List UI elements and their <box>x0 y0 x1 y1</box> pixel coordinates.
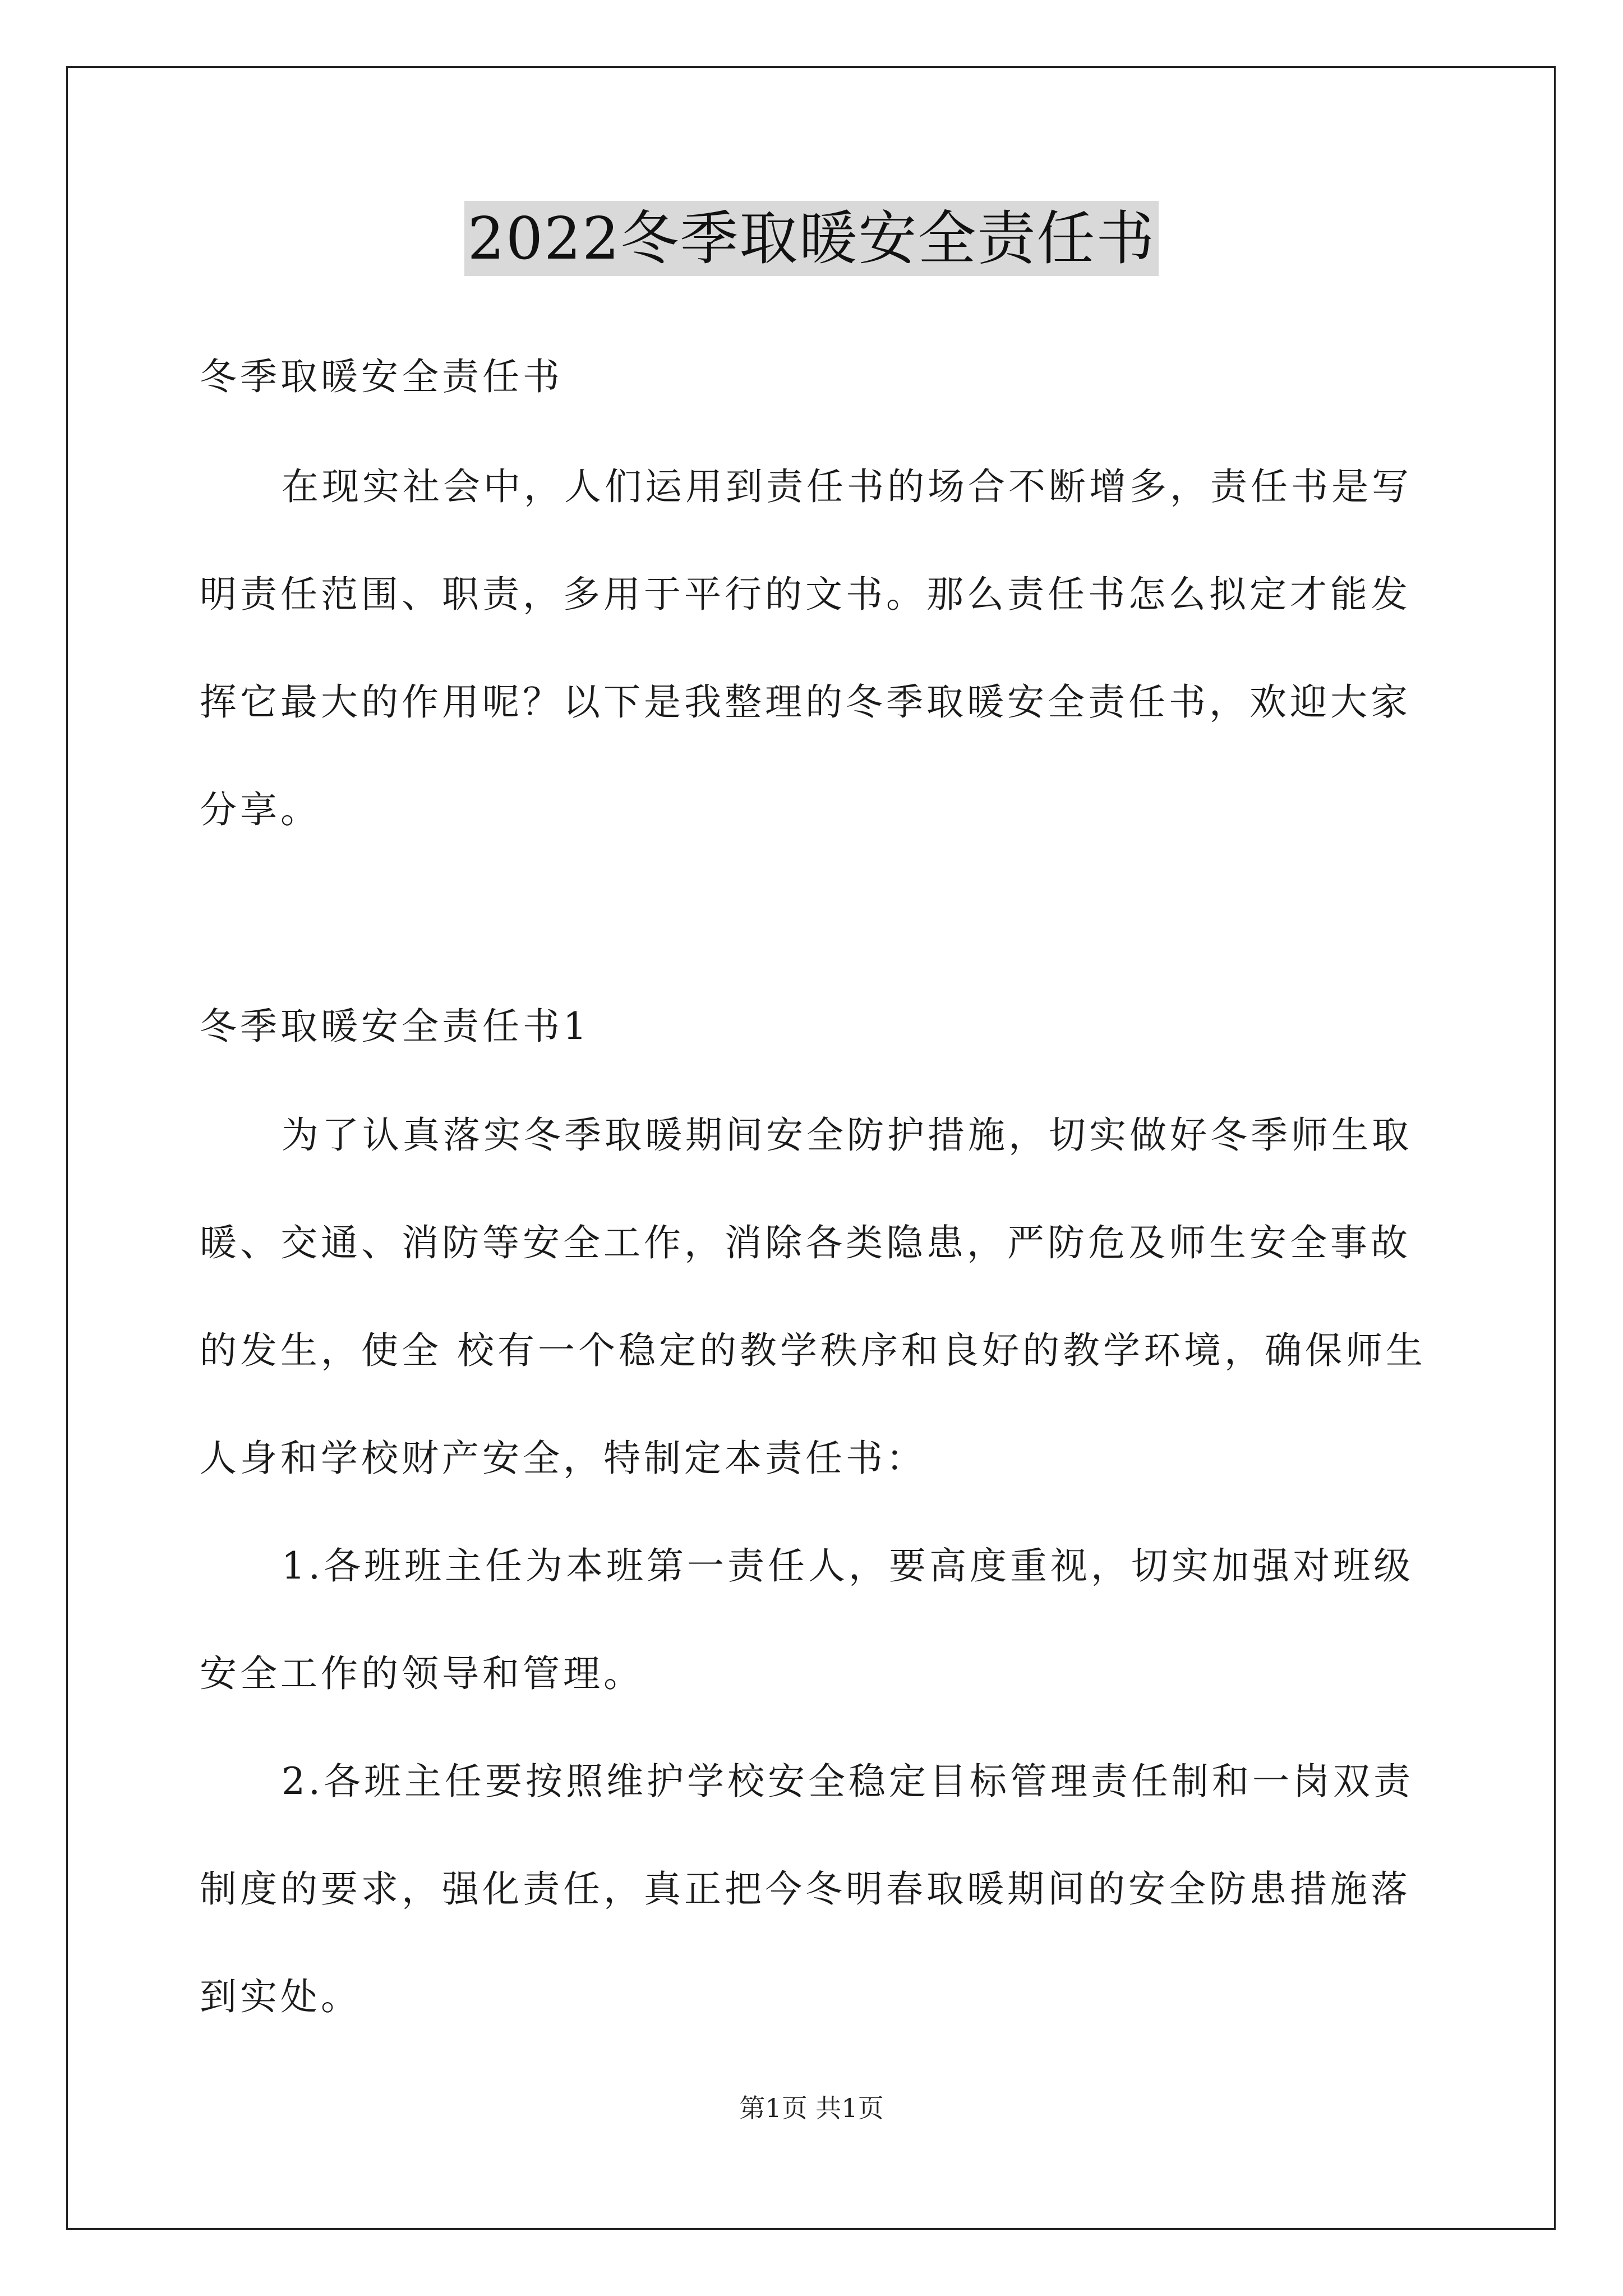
subtitle-line: 冬季取暖安全责任书 <box>200 355 563 398</box>
paragraph-line: 在现实社会中，人们运用到责任书的场合不断增多，责任书是写 <box>282 465 1412 508</box>
paragraph-line: 挥它最大的作用呢？以下是我整理的冬季取暖安全责任书，欢迎大家 <box>200 680 1411 724</box>
paragraph-line: 到实处。 <box>200 1975 361 2018</box>
paragraph-line: 制度的要求，强化责任，真正把今冬明春取暖期间的安全防患措施落 <box>200 1867 1411 1911</box>
paragraph-line: 人身和学校财产安全，特制定本责任书： <box>200 1437 926 1480</box>
paragraph-line: 为了认真落实冬季取暖期间安全防护措施，切实做好冬季师生取 <box>282 1114 1412 1157</box>
document-title: 2022冬季取暖安全责任书 <box>464 201 1159 276</box>
section-heading: 冬季取暖安全责任书1 <box>200 1005 590 1048</box>
paragraph-line: 安全工作的领导和管理。 <box>200 1652 644 1695</box>
paragraph-line: 2.各班主任要按照维护学校安全稳定目标管理责任制和一岗双责 <box>282 1760 1414 1803</box>
paragraph-line: 暖、交通、消防等安全工作，消除各类隐患，严防危及师生安全事故 <box>200 1221 1411 1264</box>
paragraph-line: 明责任范围、职责，多用于平行的文书。那么责任书怎么拟定才能发 <box>200 573 1411 616</box>
title-container <box>0 201 1623 276</box>
paragraph-line: 分享。 <box>200 788 321 831</box>
paragraph-line: 的发生，使全 校有一个稳定的教学秩序和良好的教学环境，确保师生 <box>200 1329 1426 1372</box>
paragraph-line: 1.各班班主任为本班第一责任人，要高度重视，切实加强对班级 <box>282 1544 1414 1588</box>
page-footer: 第1页 共1页 <box>739 2093 884 2123</box>
